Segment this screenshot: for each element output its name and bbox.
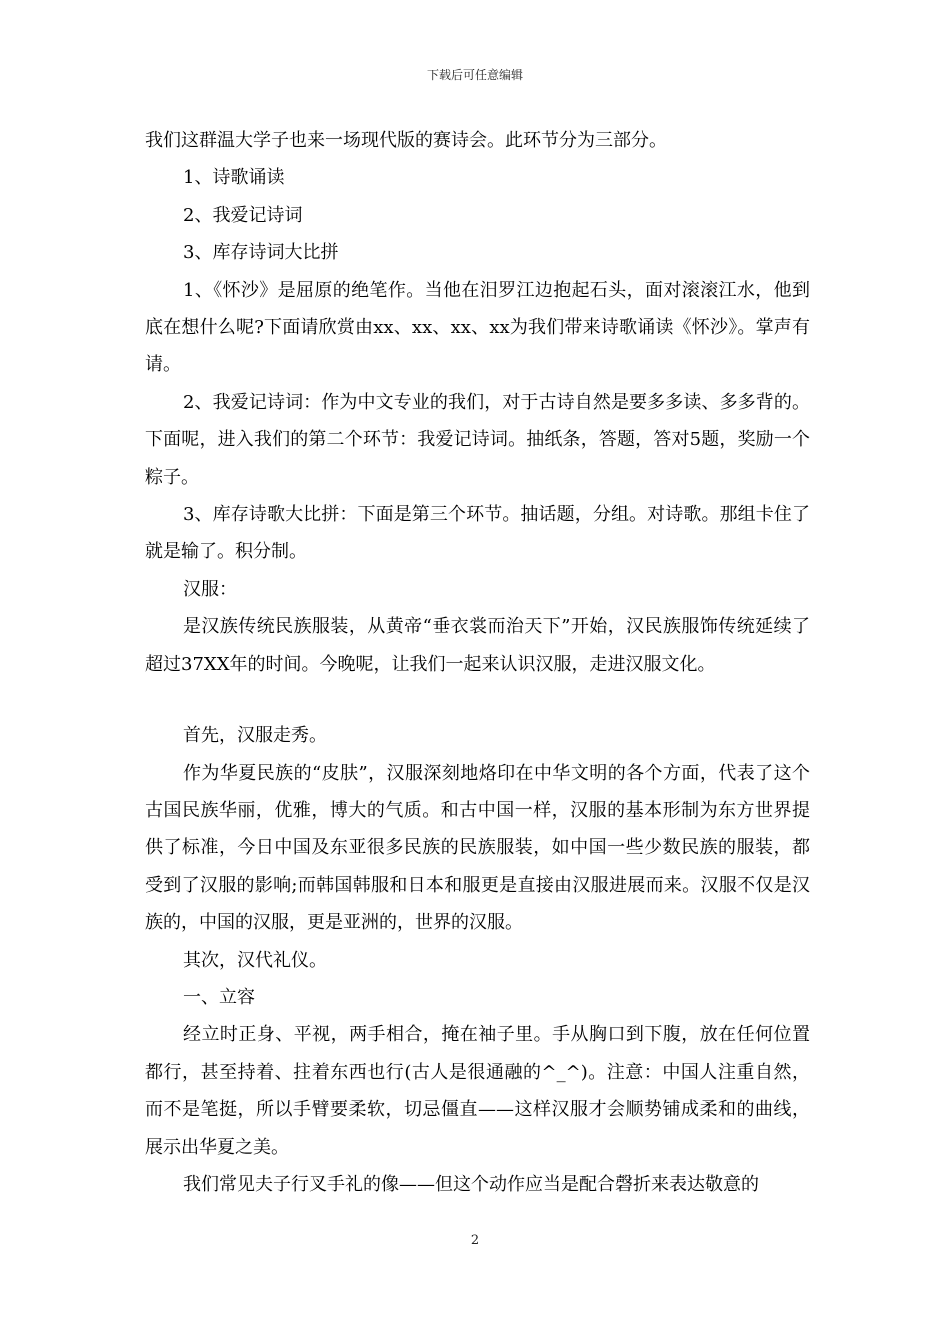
list-item: 1、诗歌诵读 <box>183 167 285 189</box>
page-number: 2 <box>470 1233 480 1248</box>
paragraph: 首先，汉服走秀。 <box>183 725 327 747</box>
blank-line <box>145 683 810 717</box>
document-body <box>145 122 810 1203</box>
paragraph: 3、库存诗歌大比拼：下面是第三个环节。抽话题，分组。对诗歌。那组卡住了就是输了。积分制。 <box>145 504 810 563</box>
paragraph: 我们这群温大学子也来一场现代版的赛诗会。此环节分为三部分。 <box>145 130 667 151</box>
paragraph: 其次，汉代礼仪。 <box>183 949 327 971</box>
list-item: 2、我爱记诗词 <box>183 204 303 226</box>
paragraph: 是汉族传统民族服装，从黄帝“垂衣裳而治天下”开始，汉民族服饰传统延续了超过37XX年的时间。今晚呢，让我们一起来认识汉服，走进汉服文化。 <box>145 616 810 675</box>
paragraph: 经立时正身、平视，两手相合，掩在袖子里。手从胸口到下腹，放在任何位置都行，甚至持着、拄着东西也行(古人是很通融的^_^)。注意：中国人注重自然，而不是笔挺，所以手臂要柔软，切忌僵直——这样汉服才会顺势铺成柔和的曲线，展示出华夏之美。 <box>145 1024 810 1158</box>
list-item: 3、库存诗词大比拼 <box>183 242 339 264</box>
paragraph: 2、我爱记诗词：作为中文专业的我们，对于古诗自然是要多多读、多多背的。下面呢，进入我们的第二个环节：我爱记诗词。抽纸条，答题，答对5题，奖励一个粽子。 <box>145 391 810 488</box>
section-heading: 汉服： <box>183 578 237 600</box>
section-heading: 一、立容 <box>183 986 255 1008</box>
page-header: 下载后可任意编辑 <box>426 68 523 82</box>
paragraph: 1、《怀沙》是屈原的绝笔作。当他在汨罗江边抱起石头，面对滚滚江水，他到底在想什么呢?下面请欣赏由xx、xx、xx、xx为我们带来诗歌诵读《怀沙》。掌声有请。 <box>145 279 810 376</box>
paragraph: 我们常见夫子行叉手礼的像——但这个动作应当是配合磬折来表达敬意的 <box>183 1173 759 1195</box>
paragraph: 作为华夏民族的“皮肤”，汉服深刻地烙印在中华文明的各个方面，代表了这个古国民族华丽，优雅，博大的气质。和古中国一样，汉服的基本形制为东方世界提供了标准，今日中国及东亚很多民族的民族服装，如中国一些少数民族的服装，都受到了汉服的影响;而韩国韩服和日本和服更是直接由汉服进展而来。汉服不仅是汉族的，中国的汉服，更是亚洲的，世界的汉服。 <box>145 762 810 934</box>
